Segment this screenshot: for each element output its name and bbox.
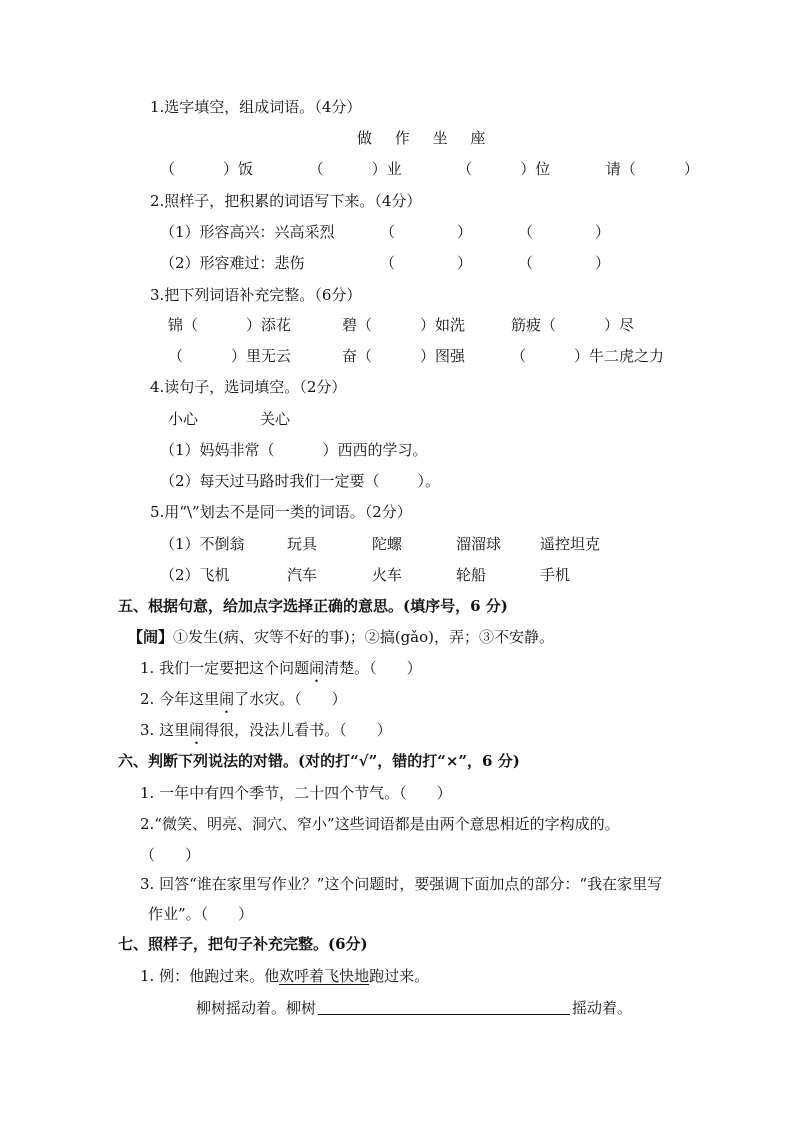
q2-row-1-blank-b: （ ） xyxy=(518,223,611,241)
q3-idiom: 碧（ ）如洗 xyxy=(342,316,466,334)
answer-line[interactable] xyxy=(318,998,570,1015)
q5-row-1-label: （1）不倒翁 xyxy=(160,535,245,553)
sec6-item-2-paren: （ ） xyxy=(140,846,201,864)
q2-row-2: （2）形容难过：悲伤 xyxy=(160,254,305,272)
q2-title: 2.照样子，把积累的词语写下来。（4分） xyxy=(150,192,422,210)
q1-char: 座 xyxy=(470,129,486,147)
section-6-title: 六、判断下列说法的对错。(对的打“√”，错的打“×”，6 分) xyxy=(118,752,520,770)
sec5-definition: 【闹】①发生(病、灾等不好的事)；②搞(gǎo)，弄；③不安静。 xyxy=(128,628,555,646)
sec7-example: 1. 例：他跑过来。他欢呼着飞快地跑过来。 xyxy=(140,967,430,985)
q2-row-1: （1）形容高兴：兴高采烈 xyxy=(160,223,335,241)
q3-idiom: 奋（ ）图强 xyxy=(342,347,466,365)
q3-idiom: （ ）里无云 xyxy=(168,347,292,365)
q4-word-options: 小心 关心 xyxy=(168,410,291,428)
q1-char: 作 xyxy=(394,129,410,147)
q5-row-2-label: （2）飞机 xyxy=(160,566,230,584)
q4-sentence-2: （2）每天过马路时我们一定要（ ）。 xyxy=(160,472,441,490)
q1-char-options xyxy=(357,128,485,148)
sec6-item-1: 1. 一年中有四个季节，二十四个节气。（ ） xyxy=(140,784,452,802)
q1-title: 1.选字填空，组成词语。（4分） xyxy=(150,98,362,116)
q3-idiom: 锦（ ）添花 xyxy=(168,316,292,334)
q1-char: 做 xyxy=(357,129,373,147)
section-7-title: 七、照样子，把句子补充完整。(6分) xyxy=(118,935,368,953)
sec5-item: 2. 今年这里闹了水灾。（ ） xyxy=(140,690,347,708)
section-5-title: 五、根据句意，给加点字选择正确的意思。(填序号，6 分) xyxy=(118,597,508,615)
sec5-item: 1. 我们一定要把这个问题闹清楚。（ ） xyxy=(140,659,422,677)
q4-sentence-1: （1）妈妈非常（ ）西西的学习。 xyxy=(160,441,428,459)
q5-word: 火车 xyxy=(372,566,403,584)
q5-title: 5.用“\”划去不是同一类的词语。（2分） xyxy=(150,503,412,521)
q1-blanks-row: （ ）饭 （ ）业 （ ）位 请（ ） xyxy=(160,160,699,178)
sec6-item-3-cont: 作业”。（ ） xyxy=(148,905,254,923)
q1-char: 坐 xyxy=(432,129,448,147)
q5-word: 手机 xyxy=(540,566,571,584)
q2-row-2-blank-b: （ ） xyxy=(518,254,611,272)
q5-word: 轮船 xyxy=(456,566,487,584)
q2-row-1-blank-a: （ ） xyxy=(380,223,473,241)
q3-idiom: 筋疲（ ）尽 xyxy=(511,316,635,334)
q5-word: 陀螺 xyxy=(372,535,403,553)
q5-word: 玩具 xyxy=(287,535,318,553)
q2-row-2-blank-a: （ ） xyxy=(380,254,473,272)
sec7-task: 柳树摇动着。柳树 摇动着。 xyxy=(196,999,633,1017)
sec5-item: 3. 这里闹得很，没法儿看书。（ ） xyxy=(140,721,392,739)
sec6-item-2: 2.“微笑、明亮、洞穴、窄小”这些词语都是由两个意思相近的字构成的。 xyxy=(140,815,620,833)
q5-word: 溜溜球 xyxy=(456,535,502,553)
q3-idiom: （ ）牛二虎之力 xyxy=(511,347,665,365)
sec6-item-3: 3. 回答“谁在家里写作业？”这个问题时，要强调下面加点的部分：“我在家里写 xyxy=(140,875,663,893)
q3-title: 3.把下列词语补充完整。（6分） xyxy=(150,286,362,304)
q5-word: 遥控坦克 xyxy=(540,535,601,553)
q4-title: 4.读句子，选词填空。（2分） xyxy=(150,378,347,396)
q5-word: 汽车 xyxy=(287,566,318,584)
